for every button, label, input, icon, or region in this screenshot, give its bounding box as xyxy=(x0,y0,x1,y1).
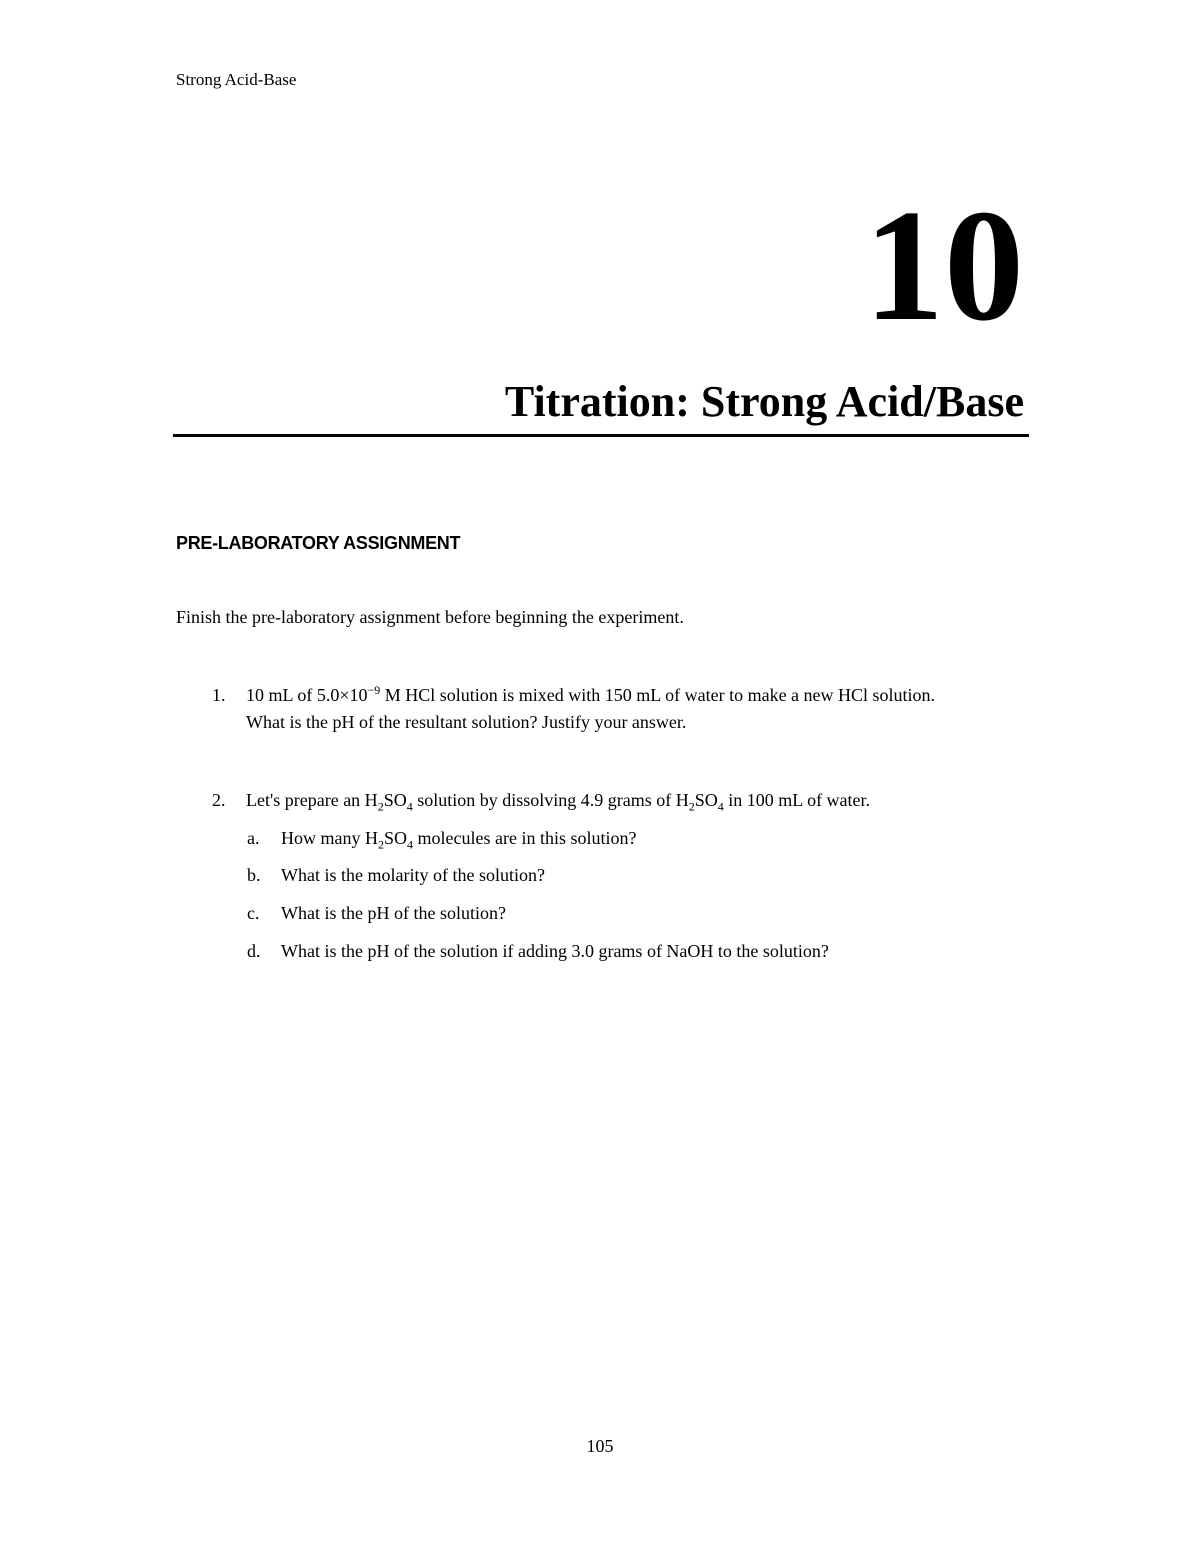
question-2-text-e: in 100 mL of water. xyxy=(723,790,871,810)
question-1-exponent: −9 xyxy=(367,683,381,697)
part-a-text-b: SO xyxy=(384,828,408,848)
question-2-part-b xyxy=(247,862,1027,888)
question-2 xyxy=(212,787,1042,813)
page-number: 105 xyxy=(586,1436,614,1456)
chapter-number: 10 xyxy=(864,176,1024,354)
question-2-text-a: Let's prepare an H xyxy=(246,790,378,810)
part-letter: d. xyxy=(247,941,261,961)
question-1-text-a: 10 mL of 5.0×10 xyxy=(246,685,368,705)
chapter-title: Titration: Strong Acid/Base xyxy=(504,377,1024,426)
question-2-text xyxy=(246,787,870,813)
question-1-line-1 xyxy=(246,682,935,708)
part-text: What is the molarity of the solution? xyxy=(281,865,545,885)
question-2-part-d xyxy=(247,938,1027,964)
question-2-text-b: SO xyxy=(383,790,407,810)
part-letter: c. xyxy=(247,903,260,923)
part-text: What is the pH of the solution if adding 3.0 grams of NaOH to the solution? xyxy=(281,941,829,961)
question-2-sub-3: 2 xyxy=(688,799,695,814)
question-2-sub-2: 4 xyxy=(406,799,413,814)
question-1-line-2: What is the pH of the resultant solution? Justify your answer. xyxy=(246,712,687,732)
question-2-part-c xyxy=(247,900,1027,926)
part-letter: b. xyxy=(247,865,261,885)
running-header: Strong Acid-Base xyxy=(176,70,297,89)
question-2-text-d: SO xyxy=(694,790,718,810)
question-2-part-a xyxy=(247,825,1027,851)
part-a-sub-1: 2 xyxy=(378,837,384,852)
section-heading: PRE-LABORATORY ASSIGNMENT xyxy=(176,533,461,553)
part-a-text-a: How many H xyxy=(281,828,378,848)
question-2-number: 2. xyxy=(212,790,226,810)
intro-paragraph: Finish the pre-laboratory assignment before beginning the experiment. xyxy=(176,607,684,627)
part-a-sub-2: 4 xyxy=(407,837,414,852)
question-1 xyxy=(212,682,1042,736)
question-1-text-b: M HCl solution is mixed with 150 mL of water to make a new HCl solution. xyxy=(380,685,936,705)
question-1-number: 1. xyxy=(212,685,226,705)
part-text xyxy=(281,825,636,851)
title-divider xyxy=(173,434,1029,437)
question-2-text-c: solution by dissolving 4.9 grams of H xyxy=(412,790,689,810)
part-a-text-c: molecules are in this solution? xyxy=(413,828,637,848)
question-2-sub-1: 2 xyxy=(377,799,384,814)
question-2-sub-4: 4 xyxy=(717,799,724,814)
part-letter: a. xyxy=(247,828,260,848)
part-text: What is the pH of the solution? xyxy=(281,903,506,923)
